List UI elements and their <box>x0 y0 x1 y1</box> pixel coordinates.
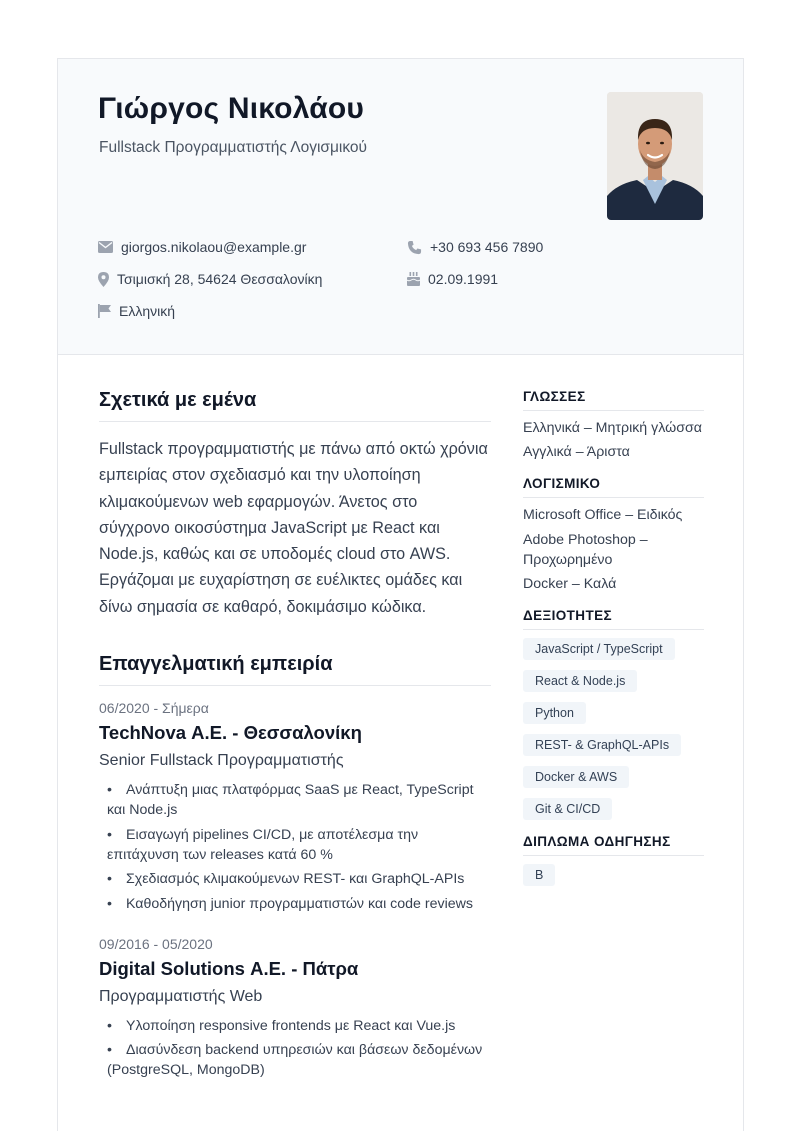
skill-chip: JavaScript / TypeScript <box>523 638 675 660</box>
list-item: Adobe Photoshop – Προχωρημένο <box>523 531 648 568</box>
experience-title: Επαγγελματική εμπειρία <box>99 653 491 686</box>
software-section <box>523 476 704 594</box>
list-item: • Εισαγωγή pipelines CI/CD, με αποτέλεσμα την επιτάχυνση των releases κατά 60 % <box>107 826 419 863</box>
person-name: Γιώργος Νικολάου <box>98 92 365 125</box>
address-text: Τσιμισκή 28, 54624 Θεσσαλονίκη <box>117 271 323 287</box>
phone-icon <box>407 240 422 255</box>
skill-chip: Python <box>523 702 586 724</box>
job-date: 09/2016 - 05/2020 <box>99 935 213 952</box>
skills-title: ΔΕΞΙΟΤΗΤΕΣ <box>523 608 704 630</box>
contact-birthdate <box>407 271 498 287</box>
job-role: Προγραμματιστής Web <box>99 987 263 1005</box>
languages-section <box>523 389 704 462</box>
skill-chip: React & Node.js <box>523 670 637 692</box>
list-item: Microsoft Office – Ειδικός <box>523 507 683 524</box>
list-item: • Καθοδήγηση junior προγραμματιστών και code reviews <box>107 895 473 912</box>
list-item: • Ανάπτυξη μιας πλατφόρμας SaaS με React, TypeScript και Node.js <box>107 782 474 819</box>
about-title: Σχετικά με εμένα <box>99 389 491 422</box>
flag-icon <box>98 304 111 318</box>
software-title: ΛΟΓΙΣΜΙΚΟ <box>523 476 704 498</box>
phone-text: +30 693 456 7890 <box>430 239 544 255</box>
job-title: Fullstack Προγραμματιστής Λογισμικού <box>99 139 368 156</box>
skill-chip: Git & CI/CD <box>523 798 612 820</box>
list-item: • Σχεδιασμός κλιμακούμενων REST- και GraphQL-APIs <box>107 871 465 888</box>
contact-address <box>98 271 322 287</box>
job-role: Senior Fullstack Προγραμματιστής <box>99 752 344 770</box>
birthdate-text: 02.09.1991 <box>428 271 499 287</box>
license-title: ΔΙΠΛΩΜΑ ΟΔΗΓΗΣΗΣ <box>523 834 704 856</box>
job-entry <box>99 700 491 914</box>
job-bullets <box>99 780 491 914</box>
envelope-icon <box>98 241 113 253</box>
list-item: Αγγλικά – Άριστα <box>523 444 630 461</box>
portrait-image <box>607 92 703 220</box>
languages-title: ΓΛΩΣΣΕΣ <box>523 389 704 411</box>
skills-section <box>523 608 704 820</box>
job-entry <box>99 936 491 1081</box>
cv-header <box>58 59 743 355</box>
job-company: Digital Solutions Α.Ε. - Πάτρα <box>99 957 359 979</box>
nationality-text: Ελληνική <box>119 303 176 319</box>
contact-nationality <box>98 303 175 319</box>
job-date: 06/2020 - Σήμερα <box>99 700 209 717</box>
email-text: giorgos.nikolaou@example.gr <box>121 239 307 255</box>
list-item: Ελληνικά – Μητρική γλώσσα <box>523 420 702 436</box>
profile-photo <box>607 92 703 220</box>
contact-email[interactable] <box>98 239 306 255</box>
about-text: Fullstack προγραμματιστής με πάνω από οκτώ χρόνια εμπειρίας στον σχεδιασμό και την υλοποίηση κλιμακούμενων web εφαρμογών. Άνετος στο σύγχρονο οικοσύστημα JavaScript με React και Node.js, καθώς και σε υποδομές cloud στο AWS. Εργάζομαι με ευχαρίστηση σε ευέλικτες ομάδες και δίνω σημασία σε καθαρό, δοκιμάσιμο κώδικα. <box>99 440 488 616</box>
job-company: TechNova Α.Ε. - Θεσσαλονίκη <box>99 722 362 744</box>
main-column <box>99 389 491 1085</box>
license-chip: B <box>523 864 555 886</box>
list-item: Docker – Καλά <box>523 575 617 592</box>
cake-icon <box>407 272 420 286</box>
map-pin-icon <box>98 272 109 287</box>
contact-phone[interactable] <box>407 239 543 255</box>
sidebar-column <box>523 389 704 896</box>
job-bullets <box>99 1016 491 1081</box>
skill-chip: Docker & AWS <box>523 766 629 788</box>
license-section <box>523 834 704 886</box>
cv-page <box>57 58 744 1131</box>
list-item: • Υλοποίηση responsive frontends με React και Vue.js <box>107 1017 456 1034</box>
list-item: • Διασύνδεση backend υπηρεσιών και βάσεων δεδομένων (PostgreSQL, MongoDB) <box>107 1042 483 1079</box>
skill-chip: REST- & GraphQL-APIs <box>523 734 681 756</box>
